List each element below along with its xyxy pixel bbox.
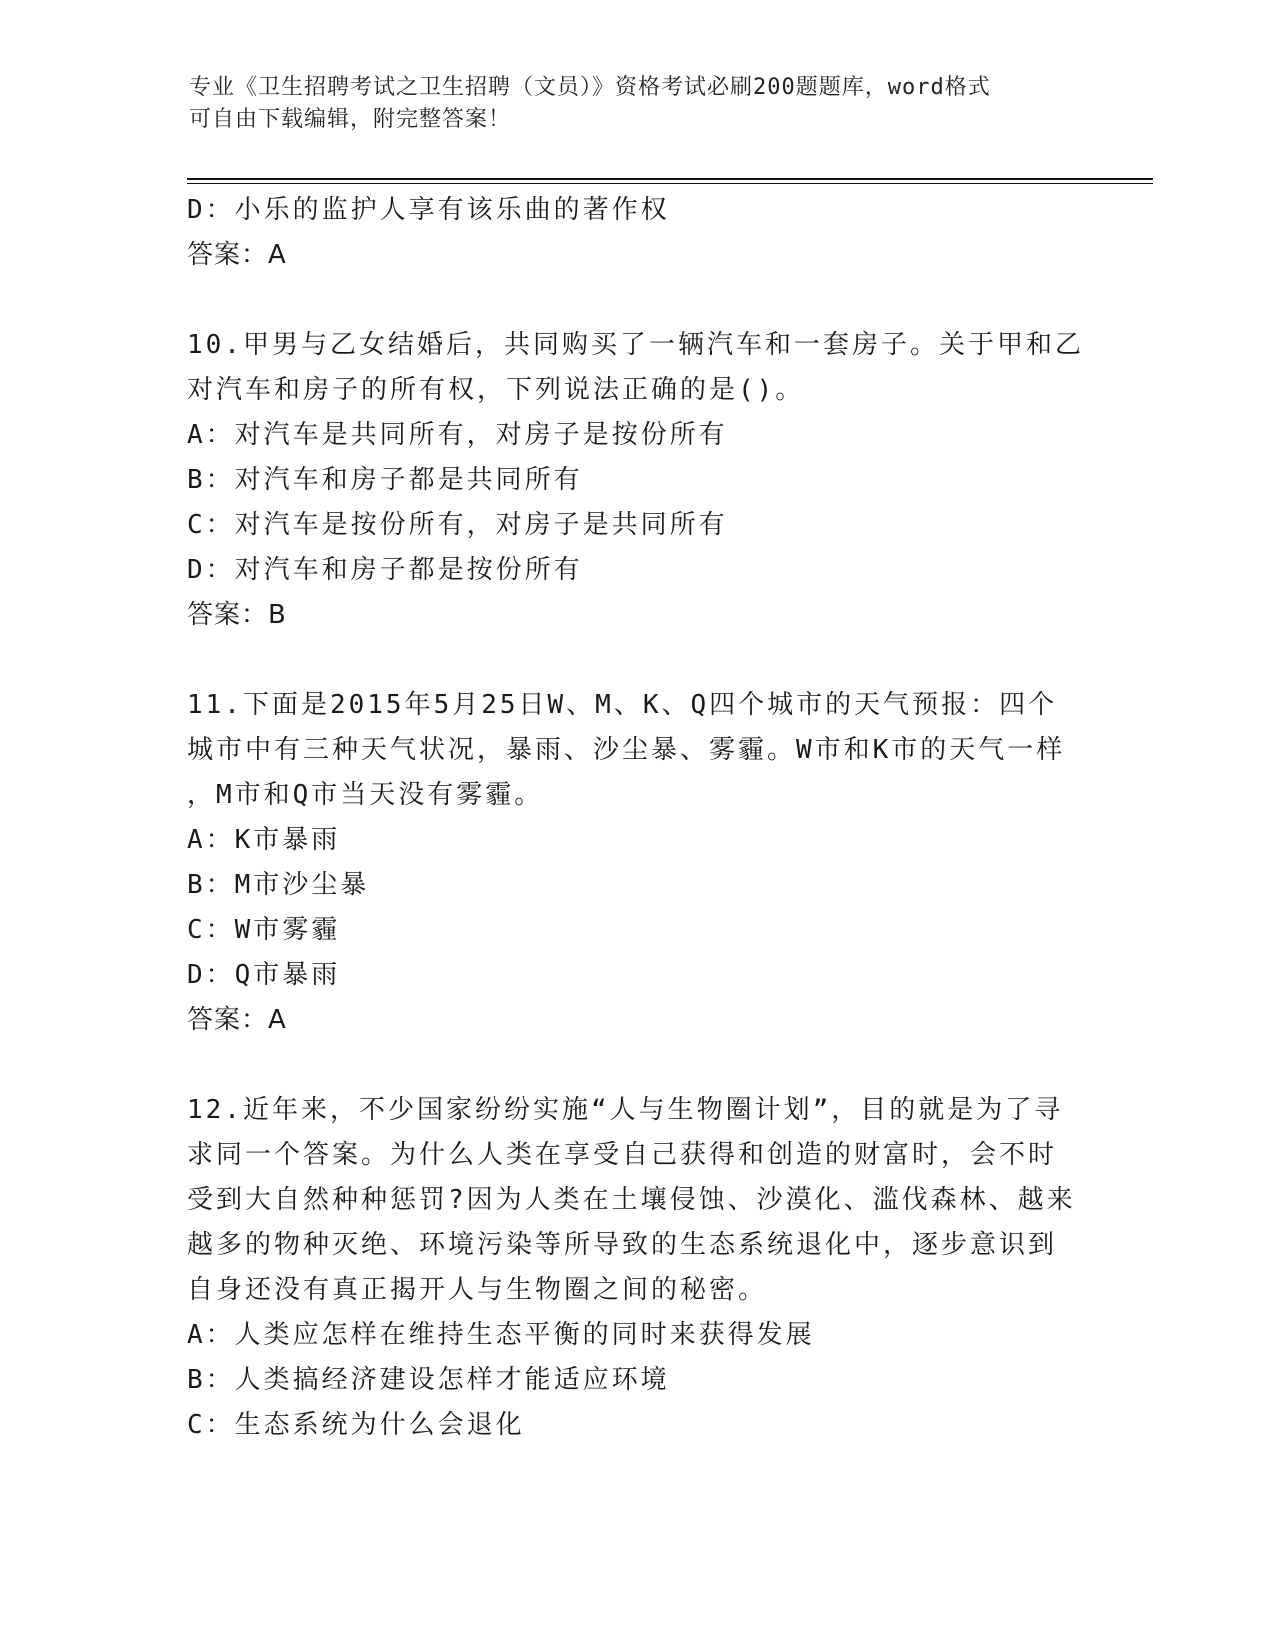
spacer [187,638,1107,683]
option-c: C：生态系统为什么会退化 [187,1410,525,1440]
question-stem-line: 求同一个答案。为什么人类在享受自己获得和创造的财富时，会不时 [187,1140,1058,1170]
option-d: D：Q市暴雨 [187,960,341,990]
option-b: B：人类搞经济建设怎样才能适应环境 [187,1365,670,1395]
question-9-tail [187,188,1107,278]
question-stem-line: 对汽车和房子的所有权，下列说法正确的是()。 [187,375,805,405]
answer-line: 答案：A [187,1005,287,1035]
question-12 [187,1088,1107,1448]
question-10 [187,323,1107,638]
header-title-line-1: 专业《卫生招聘考试之卫生招聘（文员）》资格考试必刷200题题库，word格式 [189,75,991,100]
option-d: D：对汽车和房子都是按份所有 [187,555,583,585]
question-stem-line: 越多的物种灭绝、环境污染等所导致的生态系统退化中，逐步意识到 [187,1230,1058,1260]
question-stem-line: 11.下面是2015年5月25日W、M、K、Q四个城市的天气预报：四个 [187,690,1058,720]
question-stem-line: ，M市和Q市当天没有雾霾。 [187,780,544,810]
option-a: A：K市暴雨 [187,825,341,855]
option-c: C：W市雾霾 [187,915,341,945]
header-title-line-2: 可自由下载编辑，附完整答案！ [189,107,512,132]
question-stem-line: 自身还没有真正揭开人与生物圈之间的秘密。 [187,1275,768,1305]
answer-line: 答案：A [187,240,287,270]
page-header [189,72,1089,136]
question-stem-line: 10.甲男与乙女结婚后，共同购买了一辆汽车和一套房子。关于甲和乙 [187,330,1084,360]
spacer [187,278,1107,323]
question-stem-line: 受到大自然种种惩罚?因为人类在土壤侵蚀、沙漠化、滥伐森林、越来 [187,1185,1076,1215]
option-a: A：对汽车是共同所有，对房子是按份所有 [187,420,728,450]
question-content [187,188,1107,1448]
option-d: D：小乐的监护人享有该乐曲的著作权 [187,195,670,225]
header-divider-thick [187,178,1153,180]
option-c: C：对汽车是按份所有，对房子是共同所有 [187,510,728,540]
question-stem-line: 12.近年来，不少国家纷纷实施“人与生物圈计划”，目的就是为了寻 [187,1095,1064,1125]
question-stem-line: 城市中有三种天气状况，暴雨、沙尘暴、雾霾。W市和K市的天气一样 [187,735,1066,765]
option-b: B：对汽车和房子都是共同所有 [187,465,583,495]
answer-line: 答案：B [187,600,287,630]
spacer [187,1043,1107,1088]
header-divider-thin [187,183,1153,184]
question-11 [187,683,1107,1043]
option-a: A：人类应怎样在维持生态平衡的同时来获得发展 [187,1320,815,1350]
option-b: B：M市沙尘暴 [187,870,370,900]
